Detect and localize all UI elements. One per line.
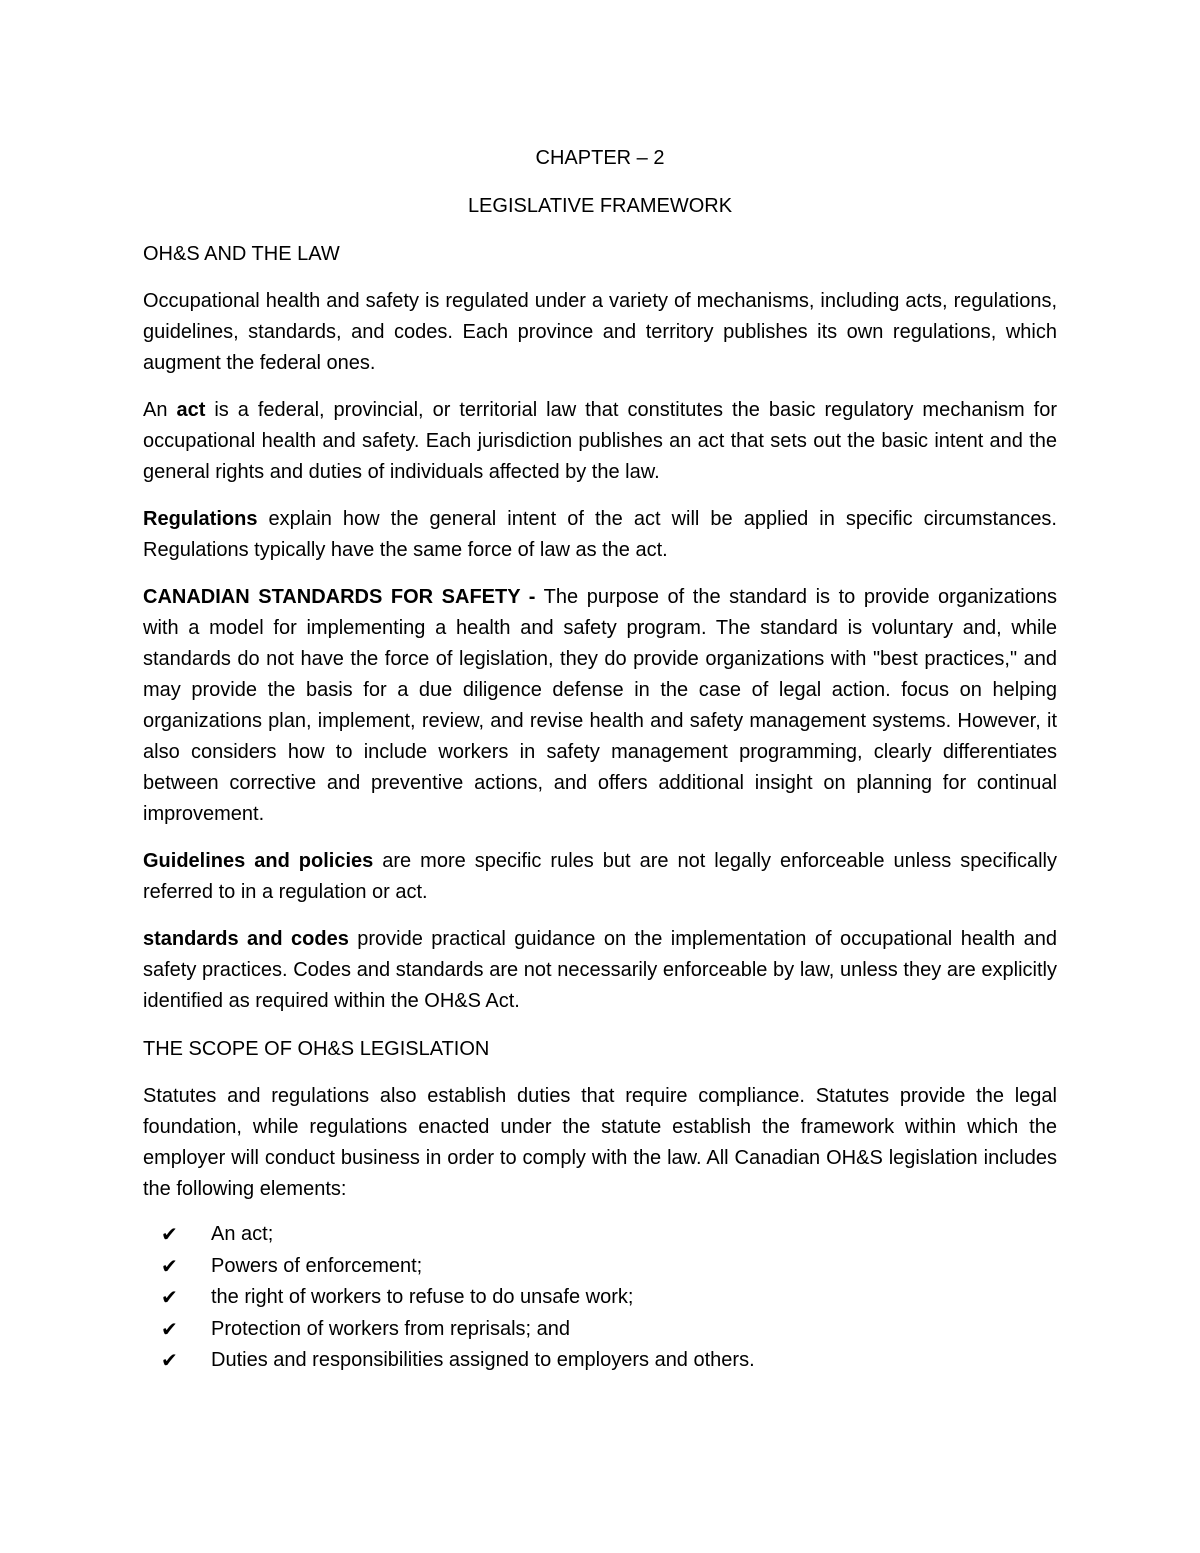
chapter-title: CHAPTER – 2 bbox=[535, 147, 665, 169]
para-text: are more specific rules but are not legally enforceable unless specifically referred to in a regulation or act. bbox=[143, 850, 1057, 903]
paragraph-regulations bbox=[143, 504, 1057, 566]
term-guidelines: Guidelines and policies bbox=[143, 850, 374, 872]
para-text: An bbox=[143, 399, 177, 421]
heading-ohs-and-the-law: OH&S AND THE LAW bbox=[143, 243, 340, 265]
paragraph-act bbox=[143, 395, 1057, 488]
list-item bbox=[143, 1219, 1057, 1251]
paragraph-statutes: Statutes and regulations also establish duties that require compliance. Statutes provide the legal foundation, while regulations enacted under the statute establish the framework within which the employer will conduct business in order to comply with the law. All Canadian OH&S legislation includes the following elements: bbox=[143, 1085, 1057, 1200]
term-act: act bbox=[176, 399, 206, 421]
heading-scope: THE SCOPE OF OH&S LEGISLATION bbox=[143, 1038, 490, 1060]
list-item-text: An act; bbox=[211, 1223, 274, 1245]
check-icon: ✔ bbox=[161, 1316, 178, 1341]
para-text: is a federal, provincial, or territorial law that constitutes the basic regulatory mechanism for occupational health and safety. Each jurisdiction publishes an act that sets out the basic intent and the general rights and duties of individuals affected by the law. bbox=[143, 399, 1057, 483]
elements-checklist bbox=[143, 1219, 1057, 1377]
paragraph-guidelines bbox=[143, 846, 1057, 908]
list-item-text: Protection of workers from reprisals; and bbox=[211, 1317, 571, 1340]
para-text: The purpose of the standard is to provide organizations with a model for implementing a health and safety program. The standard is voluntary and, while standards do not have the force of legislation, they do provide organizations with "best practices," and may provide the basis for a due diligence defense in the case of legal action. focus on helping organizations plan, implement, review, and revise health and safety management systems. However, it also considers how to include workers in safety management programming, clearly differentiates between corrective and preventive actions, and offers additional insight on planning for continual improvement. bbox=[143, 586, 1058, 825]
check-icon: ✔ bbox=[161, 1222, 178, 1246]
term-canadian-standards: CANADIAN STANDARDS FOR SAFETY - bbox=[143, 586, 536, 608]
paragraph-canadian-standards bbox=[143, 582, 1057, 830]
list-item-text: the right of workers to refuse to do unsafe work; bbox=[211, 1286, 634, 1308]
para-text: explain how the general intent of the act will be applied in specific circumstances. Regulations typically have the same force of law as the act. bbox=[143, 508, 1057, 561]
paragraph-mechanisms: Occupational health and safety is regulated under a variety of mechanisms, including acts, regulations, guidelines, standards, and codes. Each province and territory publishes its own regulations, which augment the federal ones. bbox=[143, 290, 1057, 374]
document-page bbox=[143, 140, 1057, 1377]
check-icon: ✔ bbox=[161, 1253, 178, 1278]
term-regulations: Regulations bbox=[143, 508, 258, 530]
paragraph-standards-codes bbox=[143, 924, 1057, 1017]
term-standards-codes: standards and codes bbox=[143, 928, 349, 950]
section-title: LEGISLATIVE FRAMEWORK bbox=[467, 195, 733, 217]
check-icon: ✔ bbox=[161, 1285, 178, 1309]
list-item bbox=[143, 1251, 1057, 1283]
list-item bbox=[143, 1282, 1057, 1314]
list-item-text: Powers of enforcement; bbox=[211, 1254, 423, 1277]
list-item bbox=[143, 1345, 1057, 1377]
check-icon: ✔ bbox=[161, 1348, 178, 1372]
list-item-text: Duties and responsibilities assigned to employers and others. bbox=[211, 1349, 755, 1371]
para-text: provide practical guidance on the implementation of occupational health and safety practices. Codes and standards are not necessarily enforceable by law, unless they are explicitly identified as required within the OH&S Act. bbox=[143, 928, 1057, 1012]
list-item bbox=[143, 1314, 1057, 1346]
